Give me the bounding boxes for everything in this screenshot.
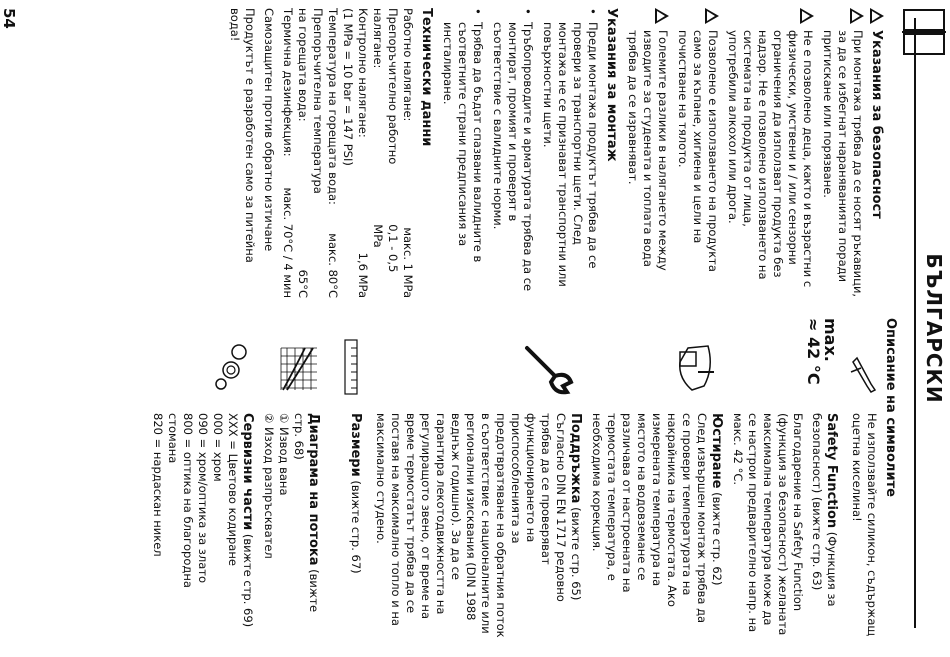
thermometer-hand-icon [668,338,718,398]
adjust-text: След извършен монтаж трябва да се провери температурата на накрайника на термостата. Ако измерената температура на мястото на водовземане се различава от настроената на термостата температура, е необходима корекция. [590,413,709,624]
drinking-water-note: Продуктът е разработен само за питейна вода! [228,8,257,263]
tech-row: (1 MPa = 10 bar = 147 PSI) [341,8,355,166]
warning-icon [655,8,669,24]
safety-function-text: Благодарение на Safety Function (функция за безопасност) желаната максимална температура може да се настрои предварително напр. на макс. 42 °C. [731,413,805,636]
tech-row: Работно налягане: макс. 1 MPa [401,8,415,298]
tech-row: Контролно налягане: 1,6 MPa [356,8,370,298]
parts-item: 820 = нардаскан никел [151,413,165,557]
left-column [223,8,890,298]
tech-row: Температура на горещата вода: макс. 80°C [326,8,340,298]
silicone-gun-icon [849,356,879,396]
safety-item-3: Позволено е използването на продукта само за къпане, хигиена и цели на почистване на тялото. [675,8,720,298]
warning-icon [800,8,814,24]
flow-item-1: ① Извод вана [277,413,291,496]
symbols-heading: Описание на символите [883,318,898,497]
symbol-spare-parts: Сервизни части (вижте стр. 69) XXX = Цветово кодиране 000 = хром 090 = хром/оптика за злато 800 = оптика на благородна стомана 820 = нардаскан никел [150,318,255,638]
symbol-dimensions: Размери (вижте стр. 67) [327,318,363,638]
warning-icon [705,8,719,24]
right-column [144,318,904,638]
language-title: БЪЛГАРСКИ [922,253,946,404]
tech-heading: Технически данни [419,8,434,147]
dimensions-title: Размери [348,413,363,477]
flow-title: Диаграма на потока [306,413,321,566]
symbol-silicone: Не използвайте силикон, съдържащ оцетна киселина! [845,318,879,638]
book-icon [900,8,948,56]
symbol-flow-diagram: Диаграма на потока (вижте стр. 68) ① Извод вана ② Изход разпръсквател [261,318,321,638]
install-item-3: • Трябва да бъдат спазвани валидните в съответните страни предписания за инсталиране. [440,8,485,298]
max-temp-label: max. ≈ 42 °C [804,318,840,385]
symbol-maintenance: Поддръжка (вижте стр. 65) Съгласно DIN EN 1717 редовно трябва да се проверяват функционирането на приспособленията за предотвратяване на обратния поток в съответствие с националните или регионални изисквания (DIN 1988 веднъж годишно). За да се гарантира лекотодвижността на регулиращото звено, от време на време термостатът трябва да се поставя на максимално топло и на максимално студено. [373,318,583,638]
page-number: 54 [0,8,18,29]
install-heading: Указания за монтаж [604,8,619,162]
tech-row: Препоръчително работно налягане: 0,1 - 0,5 MPa [371,8,400,273]
parts-item: 000 = хром [211,413,225,482]
maintenance-title: Поддръжка [568,413,583,504]
parts-item: 090 = хром/оптика за злато [196,413,210,584]
tech-table [280,8,415,298]
wrench-icon [517,338,577,398]
safety-item-2: Не е позволено деца, както и възрастни с физически, умствени и / или сензорни ограничения да използват продукта без надзор. Не е позволено използването на системата на продукта от лица, употребили алкохол или дрога. [725,8,815,298]
flow-item-2: ② Изход разпръсквател [262,413,276,559]
maintenance-text: Съгласно DIN EN 1717 редовно трябва да се проверяват функционирането на приспособленията за предотвратяване на обратния поток в съответствие с националните или регионални изисквания (DIN 1988 веднъж годишно). За да се гарантира лекотодвижността на регулиращото звено, от време на време термостатът трябва да се поставя на максимално топло и на максимално студено. [374,413,568,638]
tech-row: Термична дезинфекция: макс. 70°C / 4 мин [281,8,295,298]
flow-diagram-icon [277,344,321,394]
safety-item-4: Големите разлики в налягането между изводите за студената и топлата вода трябва да се изравняват. [625,8,670,298]
ruler-icon [339,338,363,398]
install-item-1: • Преди монтажа продуктът трябва да се провери за транспортни щети. След монтажа не се признават транспортни или повърхностни щети. [540,8,600,298]
install-item-2: • Тръбопроводите и арматурата трябва да се монтират, промият и проверят в съответствие с валидните норми. [490,8,535,298]
safety-item-1: При монтажа трябва да се носят ръкавици, за да се избегнат нараняванията поради притискане или порязване. [820,8,865,298]
safety-heading: Указания за безопасност [869,8,884,298]
tech-row: Препоръчителна температура на горещата вода: 65°C [296,8,325,298]
parts-title: Сервизни части [240,413,255,531]
symbol-adjust: Юстиране (вижте стр. 62) След извършен монтаж трябва да се провери температурата на накрайника на термостата. Ако измерената температура на мястото на водовземане се различава от настроената на термостата температура, е необходима корекция. [589,318,724,638]
adjust-title: Юстиране [709,413,724,489]
parts-item: 800 = оптика на благородна стомана [166,413,195,588]
safety-function-title: Safety Function [824,413,839,529]
spare-parts-icon [211,342,251,392]
symbol-safety-function: max. ≈ 42 °C Safety Function (Функция за безопасност) (вижте стр. 63) Благодарение на Safety Function (функция за безопасност) желаната максимална температура може да се настрои предварително напр. на макс. 42 °C. [730,318,839,638]
parts-item: XXX = Цветово кодиране [226,413,240,566]
header-rule [914,18,916,628]
backflow-note: Самозащитен против обратно изтичане [262,8,276,252]
warning-icon [850,8,864,24]
